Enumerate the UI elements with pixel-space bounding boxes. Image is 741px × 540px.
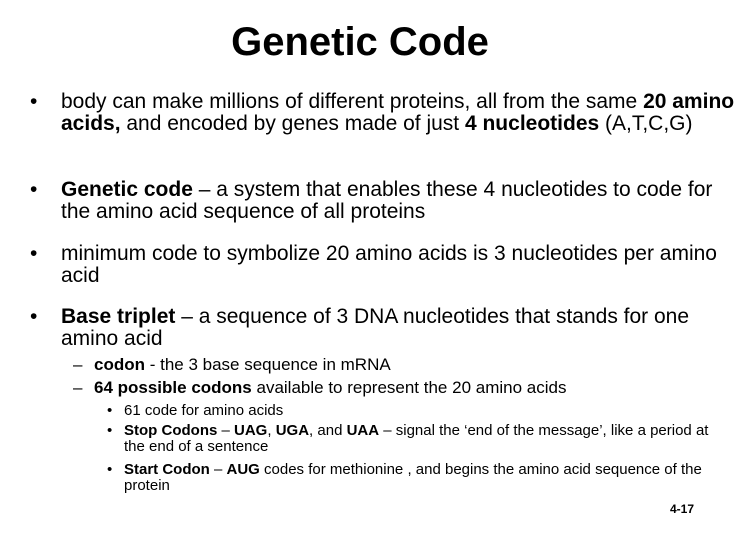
bullet-dot: • — [30, 178, 38, 201]
bullet-dot: • — [107, 422, 113, 439]
bullet-dot: • — [30, 242, 38, 265]
bullet-dot: • — [107, 402, 113, 419]
dash-marker: – — [73, 378, 83, 397]
subbullet-text: 64 possible codons available to represent the 20 amino acids — [94, 378, 567, 397]
bullet-dot: • — [107, 461, 113, 478]
bullet-dot: • — [30, 305, 38, 328]
subbullet-text: codon - the 3 base sequence in mRNA — [94, 355, 391, 374]
subsubbullet-text: Start Codon – AUG codes for methionine , and begins the amino acid sequence of the protein — [124, 461, 702, 494]
subsubbullet-text: 61 code for amino acids — [124, 402, 284, 419]
bullet-dot: • — [30, 90, 38, 113]
bullet-text: Genetic code – a system that enables these 4 nucleotides to code for the amino acid sequence of all proteins — [61, 178, 713, 223]
slide-title: Genetic Code — [231, 20, 489, 64]
bullet-text: body can make millions of different proteins, all from the same 20 amino acids, and encoded by genes made of just 4 nucleotides (A,T,C,G) — [61, 90, 735, 135]
dash-marker: – — [73, 355, 83, 374]
subsubbullet-text: Stop Codons – UAG, UGA, and UAA – signal the ‘end of the message’, like a period at the end of a sentence — [124, 422, 709, 455]
bullet-text: minimum code to symbolize 20 amino acids is 3 nucleotides per amino acid — [61, 242, 717, 287]
page-number: 4-17 — [669, 502, 694, 516]
bullet-text: Base triplet – a sequence of 3 DNA nucleotides that stands for one amino acid — [61, 305, 690, 350]
